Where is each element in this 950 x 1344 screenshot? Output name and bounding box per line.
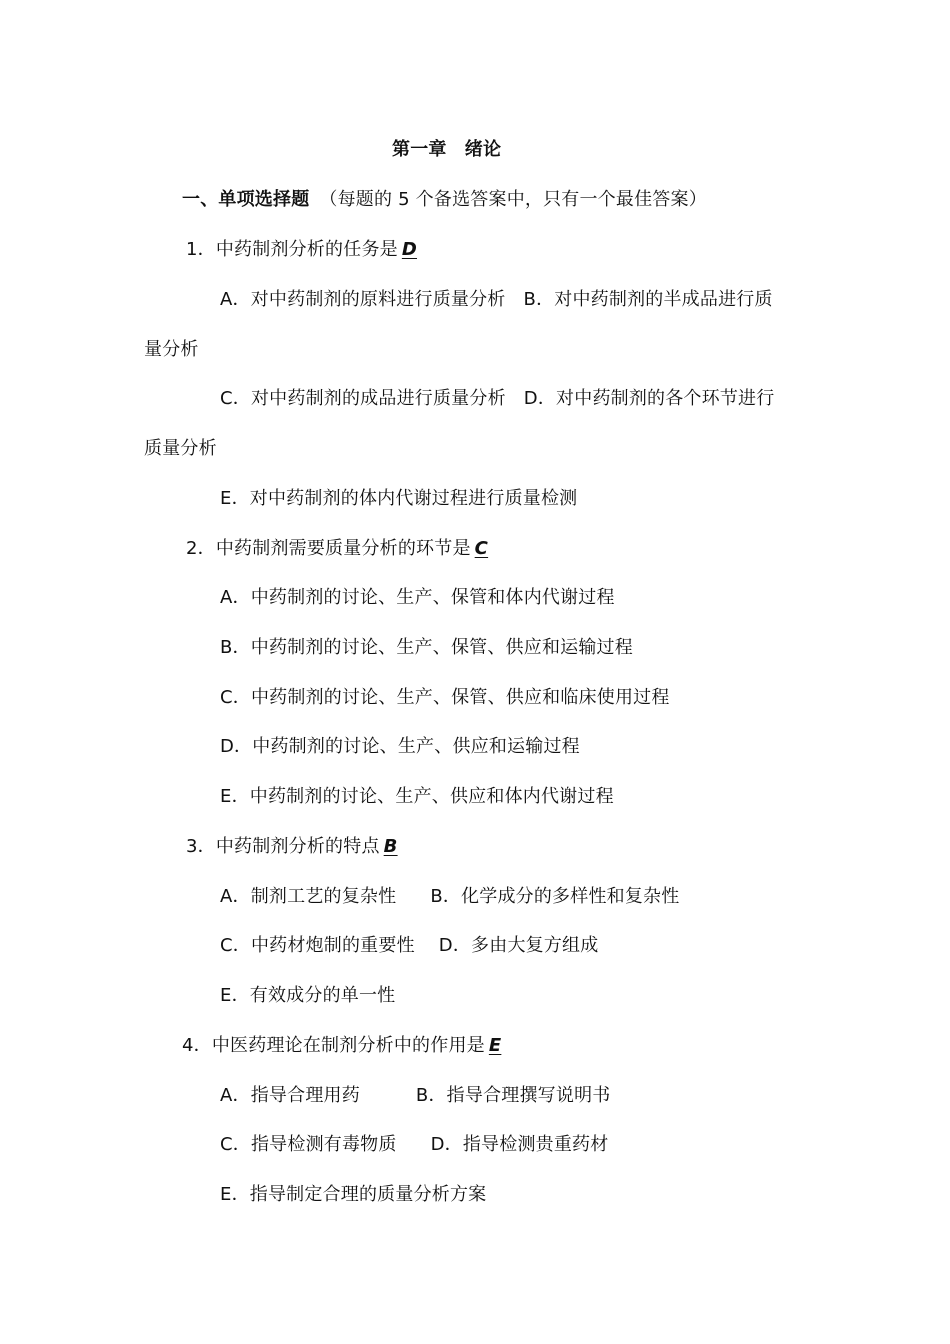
q3-options-ab bbox=[220, 885, 679, 909]
option-c: C．指导检测有毒物质 bbox=[220, 1134, 397, 1155]
question-stem: 中医药理论在制剂分析中的作用是 bbox=[211, 1035, 485, 1056]
option-b: B．对中药制剂的半成品进行质 bbox=[523, 289, 773, 310]
answer-mark: B bbox=[383, 836, 398, 857]
option-c: C．中药材炮制的重要性 bbox=[220, 935, 415, 956]
question-1 bbox=[186, 238, 417, 262]
question-3 bbox=[186, 835, 398, 859]
section-heading: 一、单项选择题 bbox=[182, 189, 310, 210]
option-d: D．对中药制剂的各个环节进行 bbox=[523, 388, 775, 409]
q2-option-b: B．中药制剂的讨论、生产、保管、供应和运输过程 bbox=[220, 637, 633, 658]
chapter-title: 第一章 绪论 bbox=[392, 139, 502, 160]
option-a: A．指导合理用药 bbox=[220, 1085, 360, 1106]
q2-option-c: C．中药制剂的讨论、生产、保管、供应和临床使用过程 bbox=[220, 687, 670, 708]
option-a: A．制剂工艺的复杂性 bbox=[220, 886, 397, 907]
q3-option-e: E．有效成分的单一性 bbox=[220, 985, 396, 1006]
section-note: （每题的 5 个备选答案中，只有一个最佳答案） bbox=[319, 189, 707, 210]
question-number: 2． bbox=[186, 538, 216, 559]
q2-option-e: E．中药制剂的讨论、生产、供应和体内代谢过程 bbox=[220, 786, 614, 807]
question-stem: 中药制剂分析的特点 bbox=[215, 836, 380, 857]
q1-option-d-wrap: 质量分析 bbox=[144, 438, 217, 459]
question-stem: 中药制剂分析的任务是 bbox=[215, 239, 398, 260]
q4-option-e: E．指导制定合理的质量分析方案 bbox=[220, 1184, 487, 1205]
answer-mark: E bbox=[488, 1035, 502, 1056]
option-d: D．指导检测贵重药材 bbox=[430, 1134, 609, 1155]
q2-option-d: D．中药制剂的讨论、生产、供应和运输过程 bbox=[220, 736, 580, 757]
question-stem: 中药制剂需要质量分析的环节是 bbox=[215, 538, 471, 559]
option-b: B．指导合理撰写说明书 bbox=[415, 1085, 611, 1106]
question-2 bbox=[186, 537, 488, 561]
question-4 bbox=[182, 1034, 501, 1058]
section-heading-line bbox=[182, 188, 707, 212]
q4-options-cd bbox=[220, 1133, 608, 1157]
q1-options-ab bbox=[220, 288, 773, 312]
option-d: D．多由大复方组成 bbox=[438, 935, 599, 956]
q1-option-b-wrap: 量分析 bbox=[144, 339, 199, 360]
q2-option-a: A．中药制剂的讨论、生产、保管和体内代谢过程 bbox=[220, 587, 615, 608]
question-number: 1． bbox=[186, 239, 216, 260]
q3-options-cd bbox=[220, 934, 598, 958]
question-number: 3． bbox=[186, 836, 216, 857]
q1-option-e: E．对中药制剂的体内代谢过程进行质量检测 bbox=[220, 488, 578, 509]
answer-mark: C bbox=[474, 538, 489, 559]
q1-options-cd bbox=[220, 387, 774, 411]
option-c: C．对中药制剂的成品进行质量分析 bbox=[220, 388, 506, 409]
answer-mark: D bbox=[401, 239, 418, 260]
option-a: A．对中药制剂的原料进行质量分析 bbox=[220, 289, 506, 310]
question-number: 4． bbox=[182, 1035, 212, 1056]
option-b: B．化学成分的多样性和复杂性 bbox=[430, 886, 680, 907]
q4-options-ab bbox=[220, 1084, 610, 1108]
